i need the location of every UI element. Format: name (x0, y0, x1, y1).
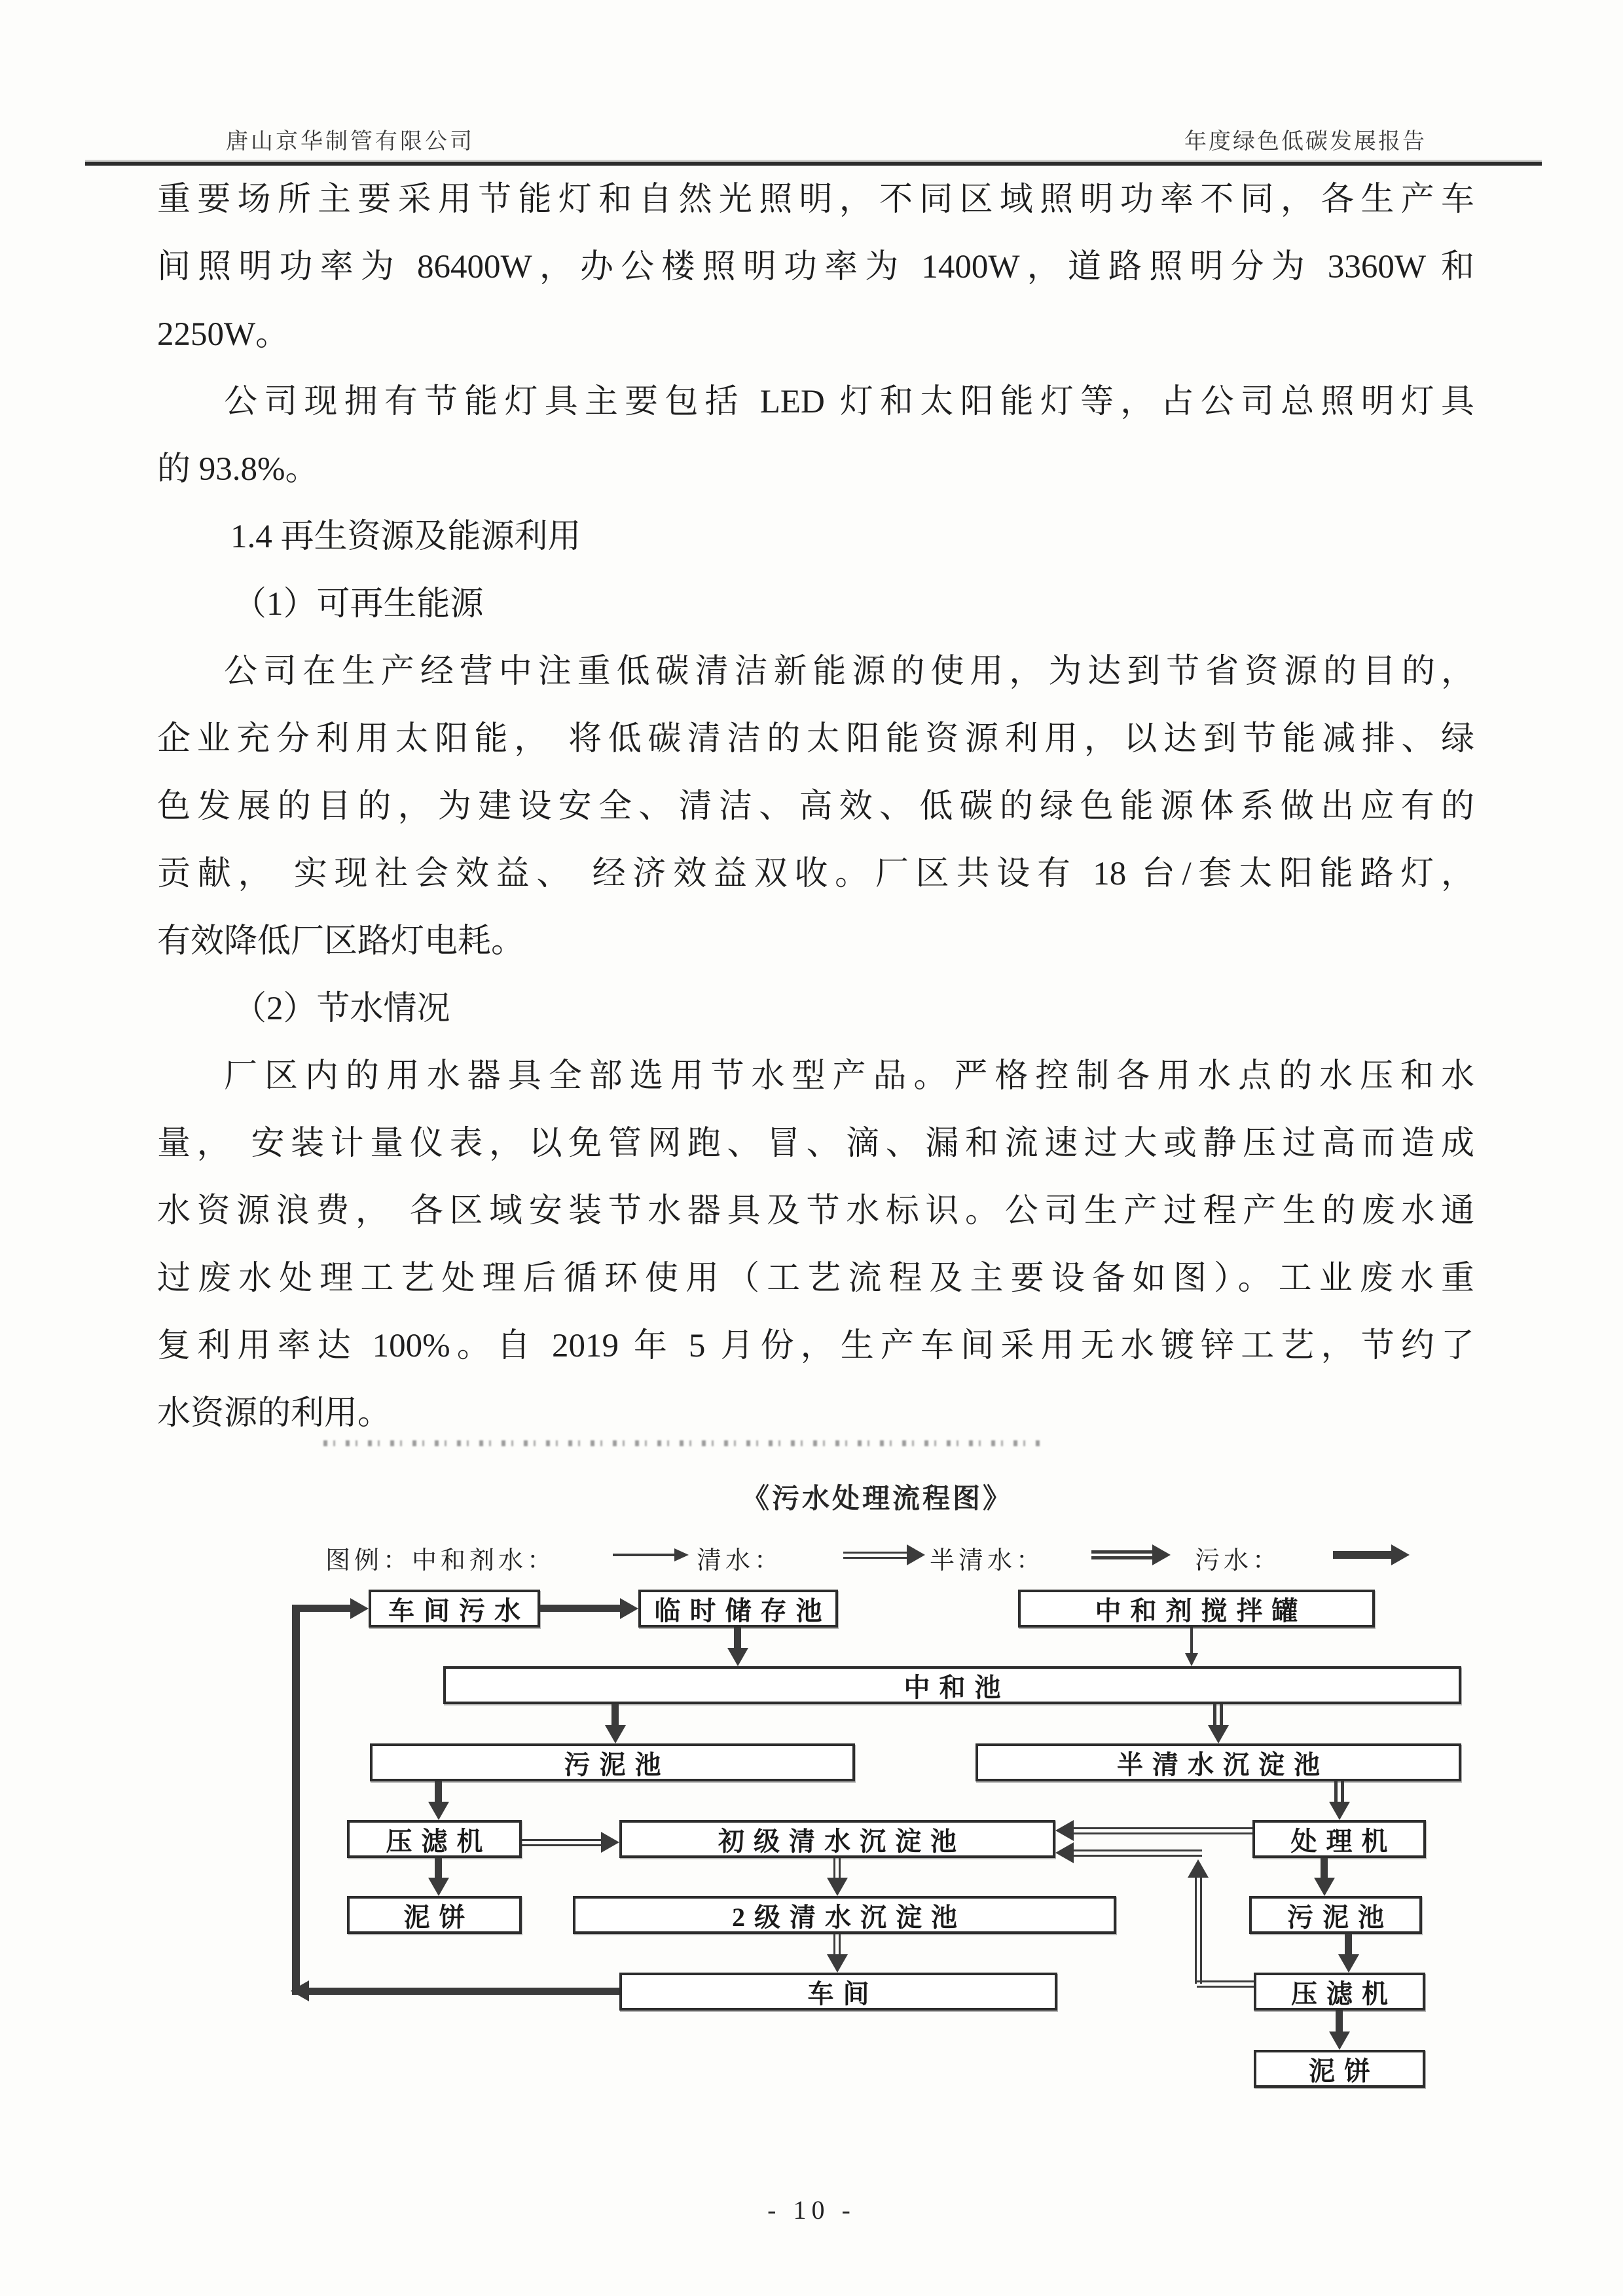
thin-line-arrow-icon (674, 1548, 689, 1561)
body-line-2: 间照明功率为 86400W，办公楼照明功率为 1400W，道路照明分为 3360W 和 (157, 249, 1474, 285)
arrow-temp-storage-to-neutralization (727, 1648, 748, 1666)
node-workshop-sewage: 车间污水 (369, 1590, 540, 1628)
body-line-17: 过废水处理工艺处理后循环使用（工艺流程及主要设备如图）。工业废水重 (157, 1260, 1474, 1297)
loop-workshop-to-workshop-sewage (292, 1605, 351, 1612)
node-processor: 处理机 (1252, 1820, 1426, 1858)
arrow-processor-to-primary (1074, 1827, 1252, 1834)
arrow-sludge-right-to-filter-press-right (1345, 1934, 1352, 1954)
body-line-14: 厂区内的用水器具全部选用节水型产品。严格控制各用水点的水压和水 (224, 1058, 1474, 1095)
body-line-11: 贡献， 实现社会效益、 经济效益双收。厂区共设有 18 台/套太阳能路灯， (157, 856, 1474, 892)
arrow-neutralization-to-sludge-left (605, 1725, 626, 1743)
body-line-16: 水资源浪费， 各区域安装节水器具及节水标识。公司生产过程产生的废水通 (157, 1193, 1474, 1230)
legend-label-sewage: 污水： (1195, 1547, 1282, 1575)
body-line-15: 量， 安装计量仪表，以免管网跑、冒、滴、漏和流速过大或静压过高而造成 (157, 1125, 1474, 1162)
body-line-1: 重要场所主要采用节能灯和自然光照明，不同区域照明功率不同，各生产车 (157, 181, 1474, 218)
arrow-filter-press-right-return-to-primary (1074, 1850, 1202, 1857)
arrow-filter-press-left-to-mud-cake (428, 1878, 449, 1896)
arrow-mixing-tank-to-neutralization (1185, 1653, 1198, 1666)
figure-title: 《污水处理流程图》 (741, 1484, 1013, 1514)
arrow-filter-press-left-to-mud-cake (435, 1858, 442, 1878)
arrow-neutralization-to-semi-clear (1208, 1725, 1229, 1743)
legend-label-neutralizer-water: 图例：中和剂水： (325, 1547, 556, 1575)
body-line-4: 公司现拥有节能灯具主要包括 LED 灯和太阳能灯等，占公司总照明灯具 (224, 384, 1474, 420)
body-line-8: 公司在生产经营中注重低碳清洁新能源的使用，为达到节省资源的目的， (224, 653, 1474, 690)
body-line-9: 企业充分利用太阳能， 将低碳清洁的太阳能资源利用，以达到节能减排、绿 (157, 721, 1474, 757)
loop-workshop-to-workshop-sewage (292, 1605, 300, 1995)
bold-double-line-arrow-icon (1152, 1544, 1171, 1565)
subheading-renewable-energy: （1）可再生能源 (233, 586, 484, 623)
arrow-semi-clear-to-processor (1334, 1781, 1344, 1802)
node-filter-press-left: 压滤机 (347, 1820, 522, 1858)
arrow-filter-press-right-return-to-primary (1197, 1980, 1254, 1988)
arrow-primary-to-secondary-pool (827, 1878, 848, 1896)
arrow-workshop-sewage-to-temp-storage (620, 1598, 638, 1619)
subheading-water-saving: （2）节水情况 (233, 991, 450, 1027)
node-temp-storage-pool: 临时储存池 (638, 1590, 838, 1628)
node-filter-press-right: 压滤机 (1254, 1973, 1425, 2011)
arrow-neutralization-to-sludge-left (611, 1704, 619, 1725)
arrow-filter-press-left-to-primary (522, 1839, 601, 1846)
arrow-sludge-left-to-filter-press (428, 1802, 449, 1820)
arrow-sludge-right-to-filter-press-right (1338, 1954, 1359, 1973)
arrow-workshop-sewage-to-temp-storage (540, 1605, 620, 1612)
node-semi-clear-sedimentation-pool: 半清水沉淀池 (976, 1743, 1461, 1781)
section-heading-1-4: 1.4 再生资源及能源利用 (230, 519, 581, 555)
arrow-filter-press-right-to-mud-cake-right (1336, 2011, 1343, 2032)
header-rule (85, 162, 1542, 166)
double-line-arrow-icon (907, 1544, 925, 1565)
arrow-mixing-tank-to-neutralization (1190, 1628, 1193, 1654)
arrow-processor-to-primary (1055, 1820, 1074, 1841)
arrow-neutralization-to-semi-clear (1213, 1704, 1223, 1725)
legend-label-semi-clear-water: 半清水： (930, 1547, 1046, 1575)
node-secondary-clear-sedimentation-pool: 2级清水沉淀池 (573, 1896, 1116, 1934)
node-sludge-pool-left: 污泥池 (370, 1743, 855, 1781)
arrow-secondary-pool-to-workshop (833, 1934, 841, 1954)
body-line-3: 2250W。 (157, 316, 289, 353)
bold-solid-arrow-icon (1391, 1544, 1410, 1565)
node-mud-cake-left: 泥饼 (347, 1896, 522, 1934)
thin-line-arrow-icon (613, 1554, 674, 1556)
arrow-filter-press-right-to-mud-cake-right (1329, 2032, 1350, 2050)
loop-workshop-to-workshop-sewage (291, 1980, 309, 2001)
arrow-filter-press-right-return-to-primary (1188, 1859, 1209, 1878)
body-line-5: 的 93.8%。 (157, 451, 319, 488)
arrow-primary-to-secondary-pool (833, 1858, 841, 1878)
body-line-10: 色发展的目的，为建设安全、清洁、高效、低碳的绿色能源体系做出应有的 (157, 788, 1474, 825)
header-report-title: 年度绿色低碳发展报告 (1184, 130, 1427, 154)
arrow-filter-press-left-to-primary (601, 1832, 619, 1853)
header-company-name: 唐山京华制管有限公司 (226, 130, 475, 154)
arrow-processor-to-sludge-right (1314, 1878, 1335, 1896)
node-primary-clear-sedimentation-pool: 初级清水沉淀池 (619, 1820, 1055, 1858)
arrow-sludge-left-to-filter-press (435, 1781, 442, 1802)
bold-solid-arrow-icon (1333, 1551, 1391, 1559)
legend-label-clear-water: 清水： (697, 1547, 784, 1575)
body-line-12: 有效降低厂区路灯电耗。 (157, 923, 525, 960)
double-line-arrow-icon (843, 1552, 907, 1559)
arrow-filter-press-right-return-to-primary (1055, 1842, 1074, 1863)
arrow-processor-to-sludge-right (1321, 1858, 1328, 1878)
bold-double-line-arrow-icon (1091, 1550, 1152, 1559)
node-sludge-pool-right: 污泥池 (1249, 1896, 1422, 1934)
arrow-filter-press-right-return-to-primary (1195, 1876, 1202, 1984)
node-neutralizer-mixing-tank: 中和剂搅拌罐 (1018, 1590, 1375, 1628)
arrow-temp-storage-to-neutralization (734, 1628, 741, 1648)
page-number: - 10 - (767, 2195, 856, 2225)
loop-workshop-to-workshop-sewage (350, 1598, 369, 1619)
scan-artifact (323, 1440, 1044, 1446)
node-mud-cake-right: 泥饼 (1254, 2050, 1425, 2088)
body-line-19: 水资源的利用。 (157, 1395, 392, 1432)
arrow-secondary-pool-to-workshop (827, 1954, 848, 1973)
body-line-18: 复利用率达 100%。自 2019 年 5 月份，生产车间采用无水镀锌工艺，节约了 (157, 1328, 1474, 1364)
arrow-semi-clear-to-processor (1329, 1802, 1350, 1820)
node-neutralization-pool: 中和池 (443, 1666, 1461, 1704)
node-workshop: 车间 (619, 1973, 1057, 2011)
loop-workshop-to-workshop-sewage (306, 1988, 619, 1995)
